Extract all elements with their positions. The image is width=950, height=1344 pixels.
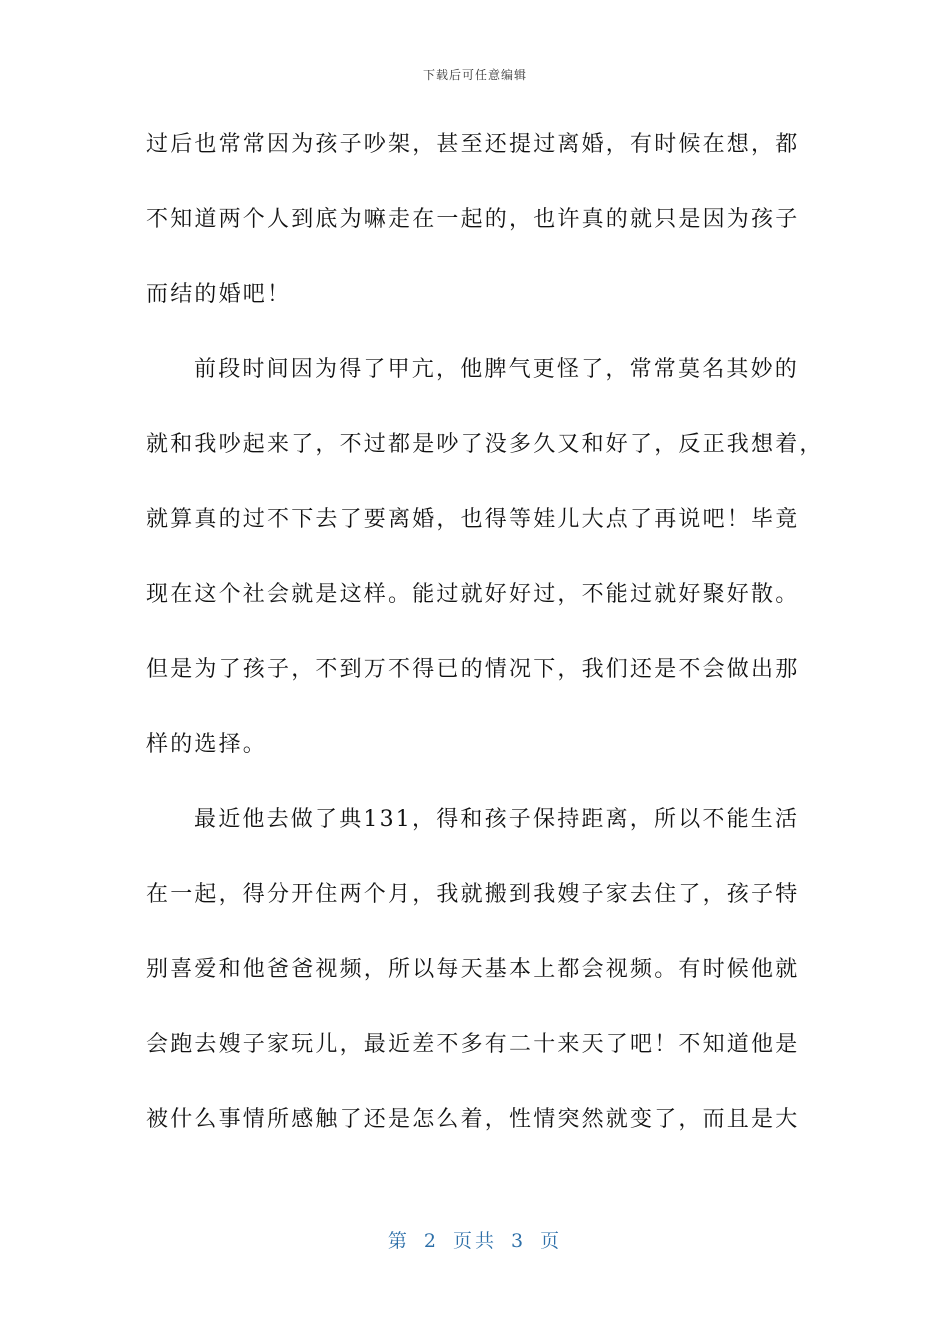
text-line: 不知道两个人到底为嘛走在一起的，也许真的就只是因为孩子 <box>146 207 800 232</box>
text-line: 就和我吵起来了，不过都是吵了没多久又和好了，反正我想着， <box>146 432 824 457</box>
text-line: 现在这个社会就是这样。能过就好好过，不能过就好聚好散。 <box>146 582 800 607</box>
page-footer <box>0 1226 950 1253</box>
footer-current-page: 2 <box>423 1230 439 1252</box>
text-line: 在一起，得分开住两个月，我就搬到我嫂子家去住了，孩子特 <box>146 882 800 907</box>
text-line: 过后也常常因为孩子吵架，甚至还提过离婚，有时候在想，都 <box>146 132 800 157</box>
document-body <box>146 120 824 1170</box>
text-line: 而结的婚吧！ <box>146 282 292 307</box>
footer-suffix: 页 <box>540 1230 563 1252</box>
text-line: 但是为了孩子，不到万不得已的情况下，我们还是不会做出那 <box>146 657 800 682</box>
footer-middle: 页共 <box>452 1230 497 1252</box>
footer-total-pages: 3 <box>511 1230 527 1252</box>
footer-prefix: 第 <box>387 1230 410 1252</box>
text-line: 就算真的过不下去了要离婚，也得等娃儿大点了再说吧！毕竟 <box>146 507 800 532</box>
text-line-paragraph-start: 最近他去做了典131，得和孩子保持距离，所以不能生活 <box>194 807 800 832</box>
text-line: 别喜爱和他爸爸视频，所以每天基本上都会视频。有时候他就 <box>146 957 800 982</box>
text-line: 被什么事情所感触了还是怎么着，性情突然就变了，而且是大 <box>146 1107 800 1132</box>
text-line: 会跑去嫂子家玩儿，最近差不多有二十来天了吧！不知道他是 <box>146 1032 800 1057</box>
text-line: 样的选择。 <box>146 732 268 757</box>
text-line-paragraph-start: 前段时间因为得了甲亢，他脾气更怪了，常常莫名其妙的 <box>194 357 800 382</box>
header-note: 下载后可任意编辑 <box>422 68 527 82</box>
